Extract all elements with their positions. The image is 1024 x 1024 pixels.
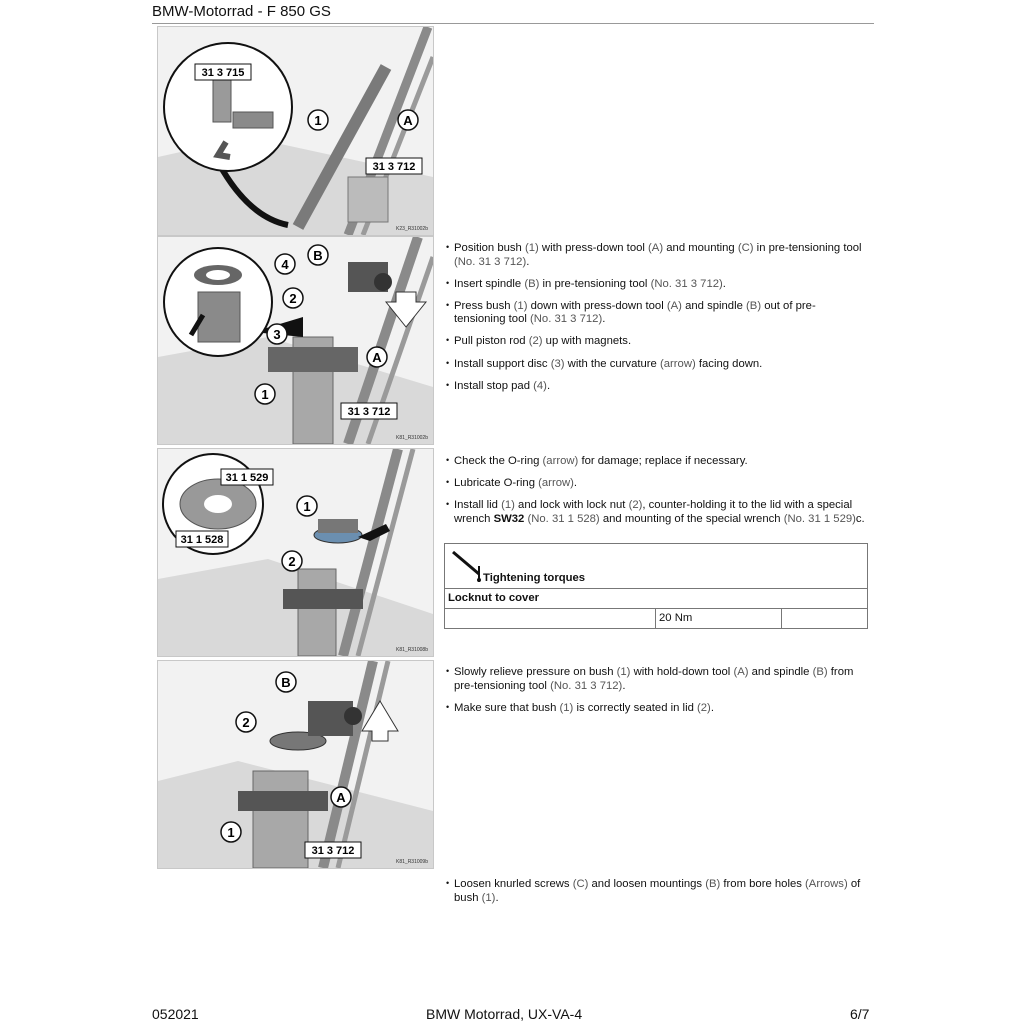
step-item: • Check the O-ring (arrow) for damage; replace if necessary. xyxy=(446,455,866,469)
callout-3: 3 xyxy=(273,327,281,342)
figure-ref: K81_R31008b xyxy=(396,647,428,653)
callout-B: B xyxy=(281,675,291,690)
callout-1: 1 xyxy=(314,113,322,128)
torque-empty-cell xyxy=(781,609,782,628)
callout-A: A xyxy=(372,350,382,365)
callout-A: A xyxy=(336,790,346,805)
header-rule xyxy=(152,23,874,24)
torque-value-row xyxy=(445,609,867,628)
figure-2 xyxy=(157,236,434,445)
step-item: • Loosen knurled screws (C) and loosen mountings (B) from bore holes (Arrows) of bush (1). xyxy=(446,878,866,905)
torque-item-label: Locknut to cover xyxy=(445,589,867,609)
callout-31-3-712: 31 3 712 xyxy=(311,845,355,857)
figure-1 xyxy=(157,26,434,236)
callout-2: 2 xyxy=(288,554,296,569)
torque-table-heading: Tightening torques xyxy=(483,572,586,584)
callout-31-3-712: 31 3 712 xyxy=(347,406,391,418)
torque-wrench-icon xyxy=(451,548,485,582)
torque-value: 20 Nm xyxy=(655,609,692,628)
step-item: • Press bush (1) down with press-down tool (A) and spindle (B) out of pre-tensioning tool (No. 31 3 712). xyxy=(446,300,866,327)
torque-table-header xyxy=(445,544,867,589)
figure-ref: K23_R31002b xyxy=(396,226,428,232)
footer-page-number: 6/7 xyxy=(850,1006,870,1022)
callout-31-3-712: 31 3 712 xyxy=(372,161,416,173)
step-item: • Install lid (1) and lock with lock nut (2), counter-holding it to the lid with a special wrench SW32 (No. 31 1 528) and mounting of the special wrench (No. 31 1 529)c. xyxy=(446,499,866,526)
callout-A: A xyxy=(403,113,413,128)
steps-group-2 xyxy=(446,455,866,535)
callout-1: 1 xyxy=(303,499,311,514)
step-item: • Install support disc (3) with the curvature (arrow) facing down. xyxy=(446,358,866,372)
step-item: • Install stop pad (4). xyxy=(446,380,866,394)
steps-group-1 xyxy=(446,242,866,402)
tightening-torque-table xyxy=(444,543,868,629)
step-item: • Insert spindle (B) in pre-tensioning tool (No. 31 3 712). xyxy=(446,278,866,292)
callout-1: 1 xyxy=(227,825,235,840)
figure-4 xyxy=(157,660,434,869)
steps-group-4 xyxy=(446,878,866,914)
callout-31-1-529: 31 1 529 xyxy=(225,472,269,484)
callout-1: 1 xyxy=(261,387,269,402)
figure-ref: K81_R31009b xyxy=(396,859,428,865)
callout-31-1-528: 31 1 528 xyxy=(180,534,224,546)
figure-3 xyxy=(157,448,434,657)
document-header-title: BMW-Motorrad - F 850 GS xyxy=(152,3,331,20)
callout-4: 4 xyxy=(281,257,289,272)
footer-date-code: 052021 xyxy=(152,1006,199,1022)
callout-B: B xyxy=(313,248,323,263)
callout-2: 2 xyxy=(242,715,250,730)
step-item: • Pull piston rod (2) up with magnets. xyxy=(446,335,866,349)
footer-document-id: BMW Motorrad, UX-VA-4 xyxy=(426,1006,583,1022)
callout-2: 2 xyxy=(289,291,297,306)
figure-ref: K81_R31002b xyxy=(396,435,428,441)
steps-group-3 xyxy=(446,666,866,724)
step-item: • Lubricate O-ring (arrow). xyxy=(446,477,866,491)
step-item: • Slowly relieve pressure on bush (1) with hold-down tool (A) and spindle (B) from pre-tensioning tool (No. 31 3 712). xyxy=(446,666,866,693)
callout-31-3-715: 31 3 715 xyxy=(201,67,245,79)
step-item: • Make sure that bush (1) is correctly seated in lid (2). xyxy=(446,702,866,716)
step-item: • Position bush (1) with press-down tool (A) and mounting (C) in pre-tensioning tool (No. 31 3 712). xyxy=(446,242,866,269)
